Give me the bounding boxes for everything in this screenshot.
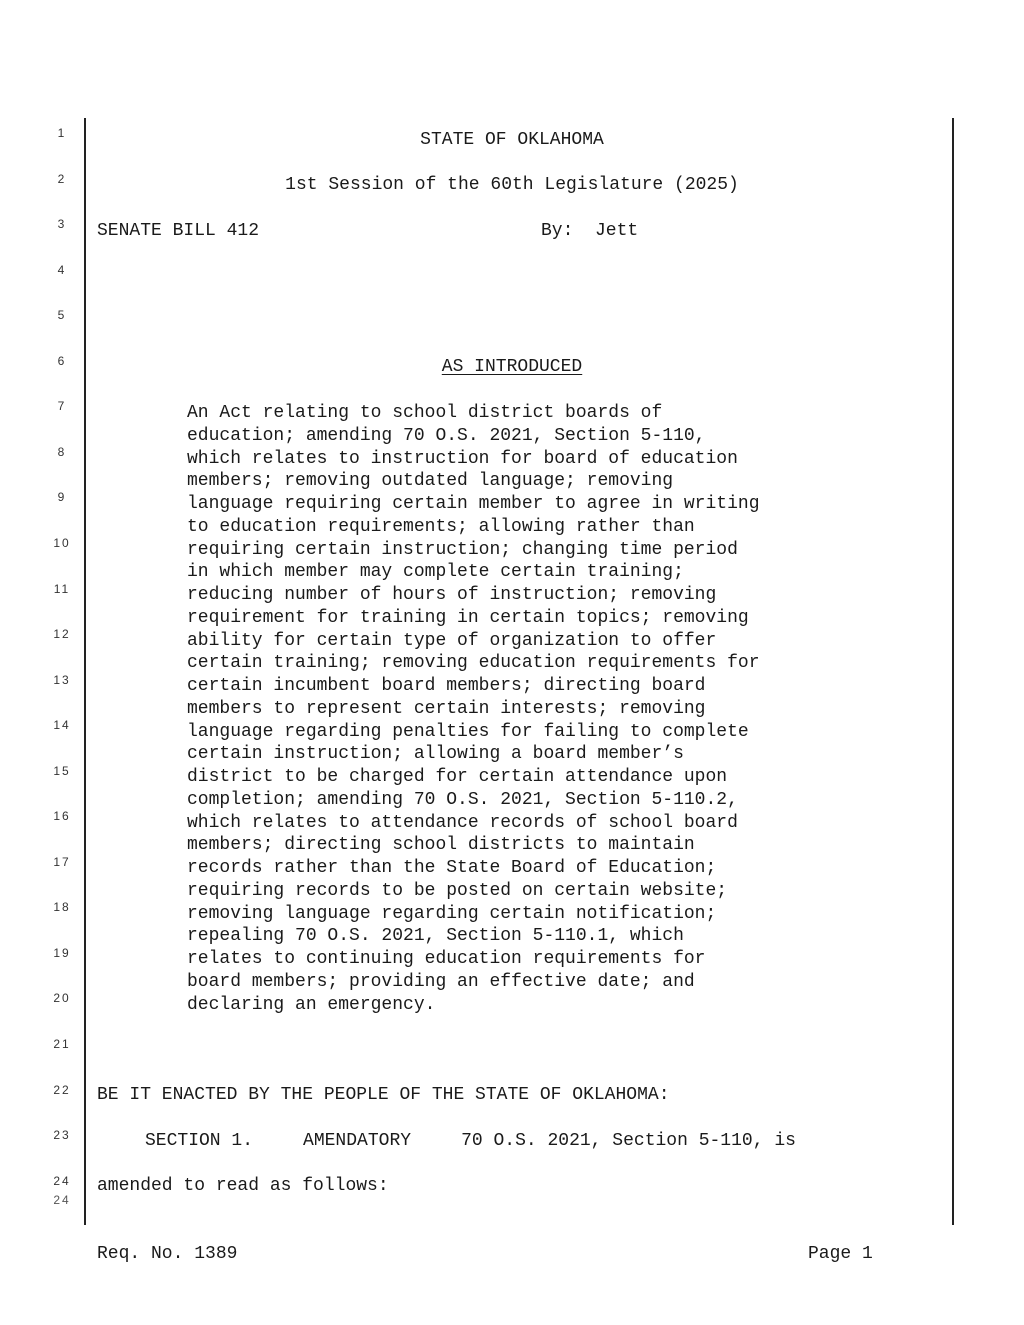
title-line: records rather than the State Board of Education; [187, 858, 717, 878]
line-number: 17 [53, 854, 71, 869]
line-number: 16 [53, 809, 71, 824]
title-line: certain instruction; allowing a board member’s [187, 744, 684, 765]
title-line: which relates to attendance records of school board [187, 812, 738, 833]
session-title: 1st Session of the 60th Legislature (2025) [285, 175, 739, 195]
line-number: 12 [53, 627, 71, 642]
line-number: 9 [57, 490, 67, 505]
line-number: 23 [53, 1128, 71, 1143]
right-margin-rule [952, 118, 954, 1225]
request-number: Req. No. 1389 [97, 1244, 238, 1264]
title-line: removing language regarding certain notification; [187, 903, 717, 924]
title-line: in which member may complete certain training; [187, 562, 684, 583]
bill-title-block [187, 402, 847, 1016]
title-line: repealing 70 O.S. 2021, Section 5-110.1, which [187, 926, 684, 947]
line-number: 6 [57, 353, 67, 368]
line-number: 3 [57, 217, 67, 232]
section-number: SECTION 1. [145, 1131, 254, 1151]
line-number: 13 [53, 672, 71, 687]
title-line: members; removing outdated language; removing [187, 471, 674, 492]
line-number: 20 [53, 991, 71, 1006]
line-number: 11 [53, 581, 71, 596]
line-number: 14 [53, 718, 71, 733]
line-number: 5 [57, 308, 67, 323]
line-number: 4 [57, 262, 67, 277]
title-line: district to be charged for certain attendance upon [187, 767, 728, 787]
title-line: board members; providing an effective date; and [187, 971, 695, 992]
line-number: 10 [53, 535, 71, 550]
section-continuation: amended to read as follows: [97, 1176, 389, 1196]
bill-status-heading [0, 353, 1024, 378]
bill-number: SENATE BILL 412 [97, 221, 260, 241]
title-line: ability for certain type of organization to offer [187, 630, 717, 651]
title-line: certain training; removing education requirements for [187, 653, 760, 674]
line-number: 21 [53, 1037, 71, 1051]
line-number: 22 [53, 1082, 71, 1097]
line-number: 24 [53, 1173, 71, 1188]
line-number-clipped [44, 1193, 80, 1208]
title-line: requiring certain instruction; changing time period [187, 539, 738, 560]
title-line: language requiring certain member to agree in writing [187, 494, 760, 514]
line-number: 15 [53, 763, 71, 778]
section-citation: 70 O.S. 2021, Section 5-110, is [461, 1131, 796, 1151]
title-line: members to represent certain interests; removing [187, 698, 706, 719]
line-number: 18 [53, 900, 71, 915]
title-line: relates to continuing education requirements for [187, 949, 706, 969]
title-line: declaring an emergency. [187, 994, 436, 1015]
title-line: certain incumbent board members; directing board [187, 676, 706, 696]
title-line: requirement for training in certain topics; removing [187, 607, 749, 628]
bill-author: By: Jett [541, 221, 639, 241]
title-line: to education requirements; allowing rather than [187, 516, 695, 537]
line-number: 19 [53, 945, 71, 960]
line-number-clipped-text: 24 [53, 1193, 71, 1207]
line-number: 8 [57, 444, 67, 459]
line-number: 2 [57, 171, 67, 186]
title-line: education; amending 70 O.S. 2021, Section 5-110, [187, 425, 706, 446]
title-line: completion; amending 70 O.S. 2021, Section 5-110.2, [187, 789, 738, 810]
title-line: members; directing school districts to maintain [187, 835, 695, 856]
line-number: 1 [57, 126, 67, 140]
title-line: language regarding penalties for failing to complete [187, 721, 749, 742]
title-line: which relates to instruction for board of education [187, 448, 738, 469]
bill-status-text: AS INTRODUCED [441, 357, 583, 377]
left-margin-rule [84, 118, 86, 1225]
state-title: STATE OF OKLAHOMA [420, 130, 604, 150]
title-line: reducing number of hours of instruction; removing [187, 585, 717, 605]
section-type: AMENDATORY [303, 1131, 412, 1151]
enacting-clause: BE IT ENACTED BY THE PEOPLE OF THE STATE OF OKLAHOMA: [97, 1085, 670, 1105]
title-line: requiring records to be posted on certain website; [187, 880, 728, 901]
line-number: 7 [57, 399, 67, 414]
section-heading [145, 1130, 796, 1152]
page-number: Page 1 [808, 1244, 873, 1264]
title-line: An Act relating to school district boards of [187, 403, 663, 423]
